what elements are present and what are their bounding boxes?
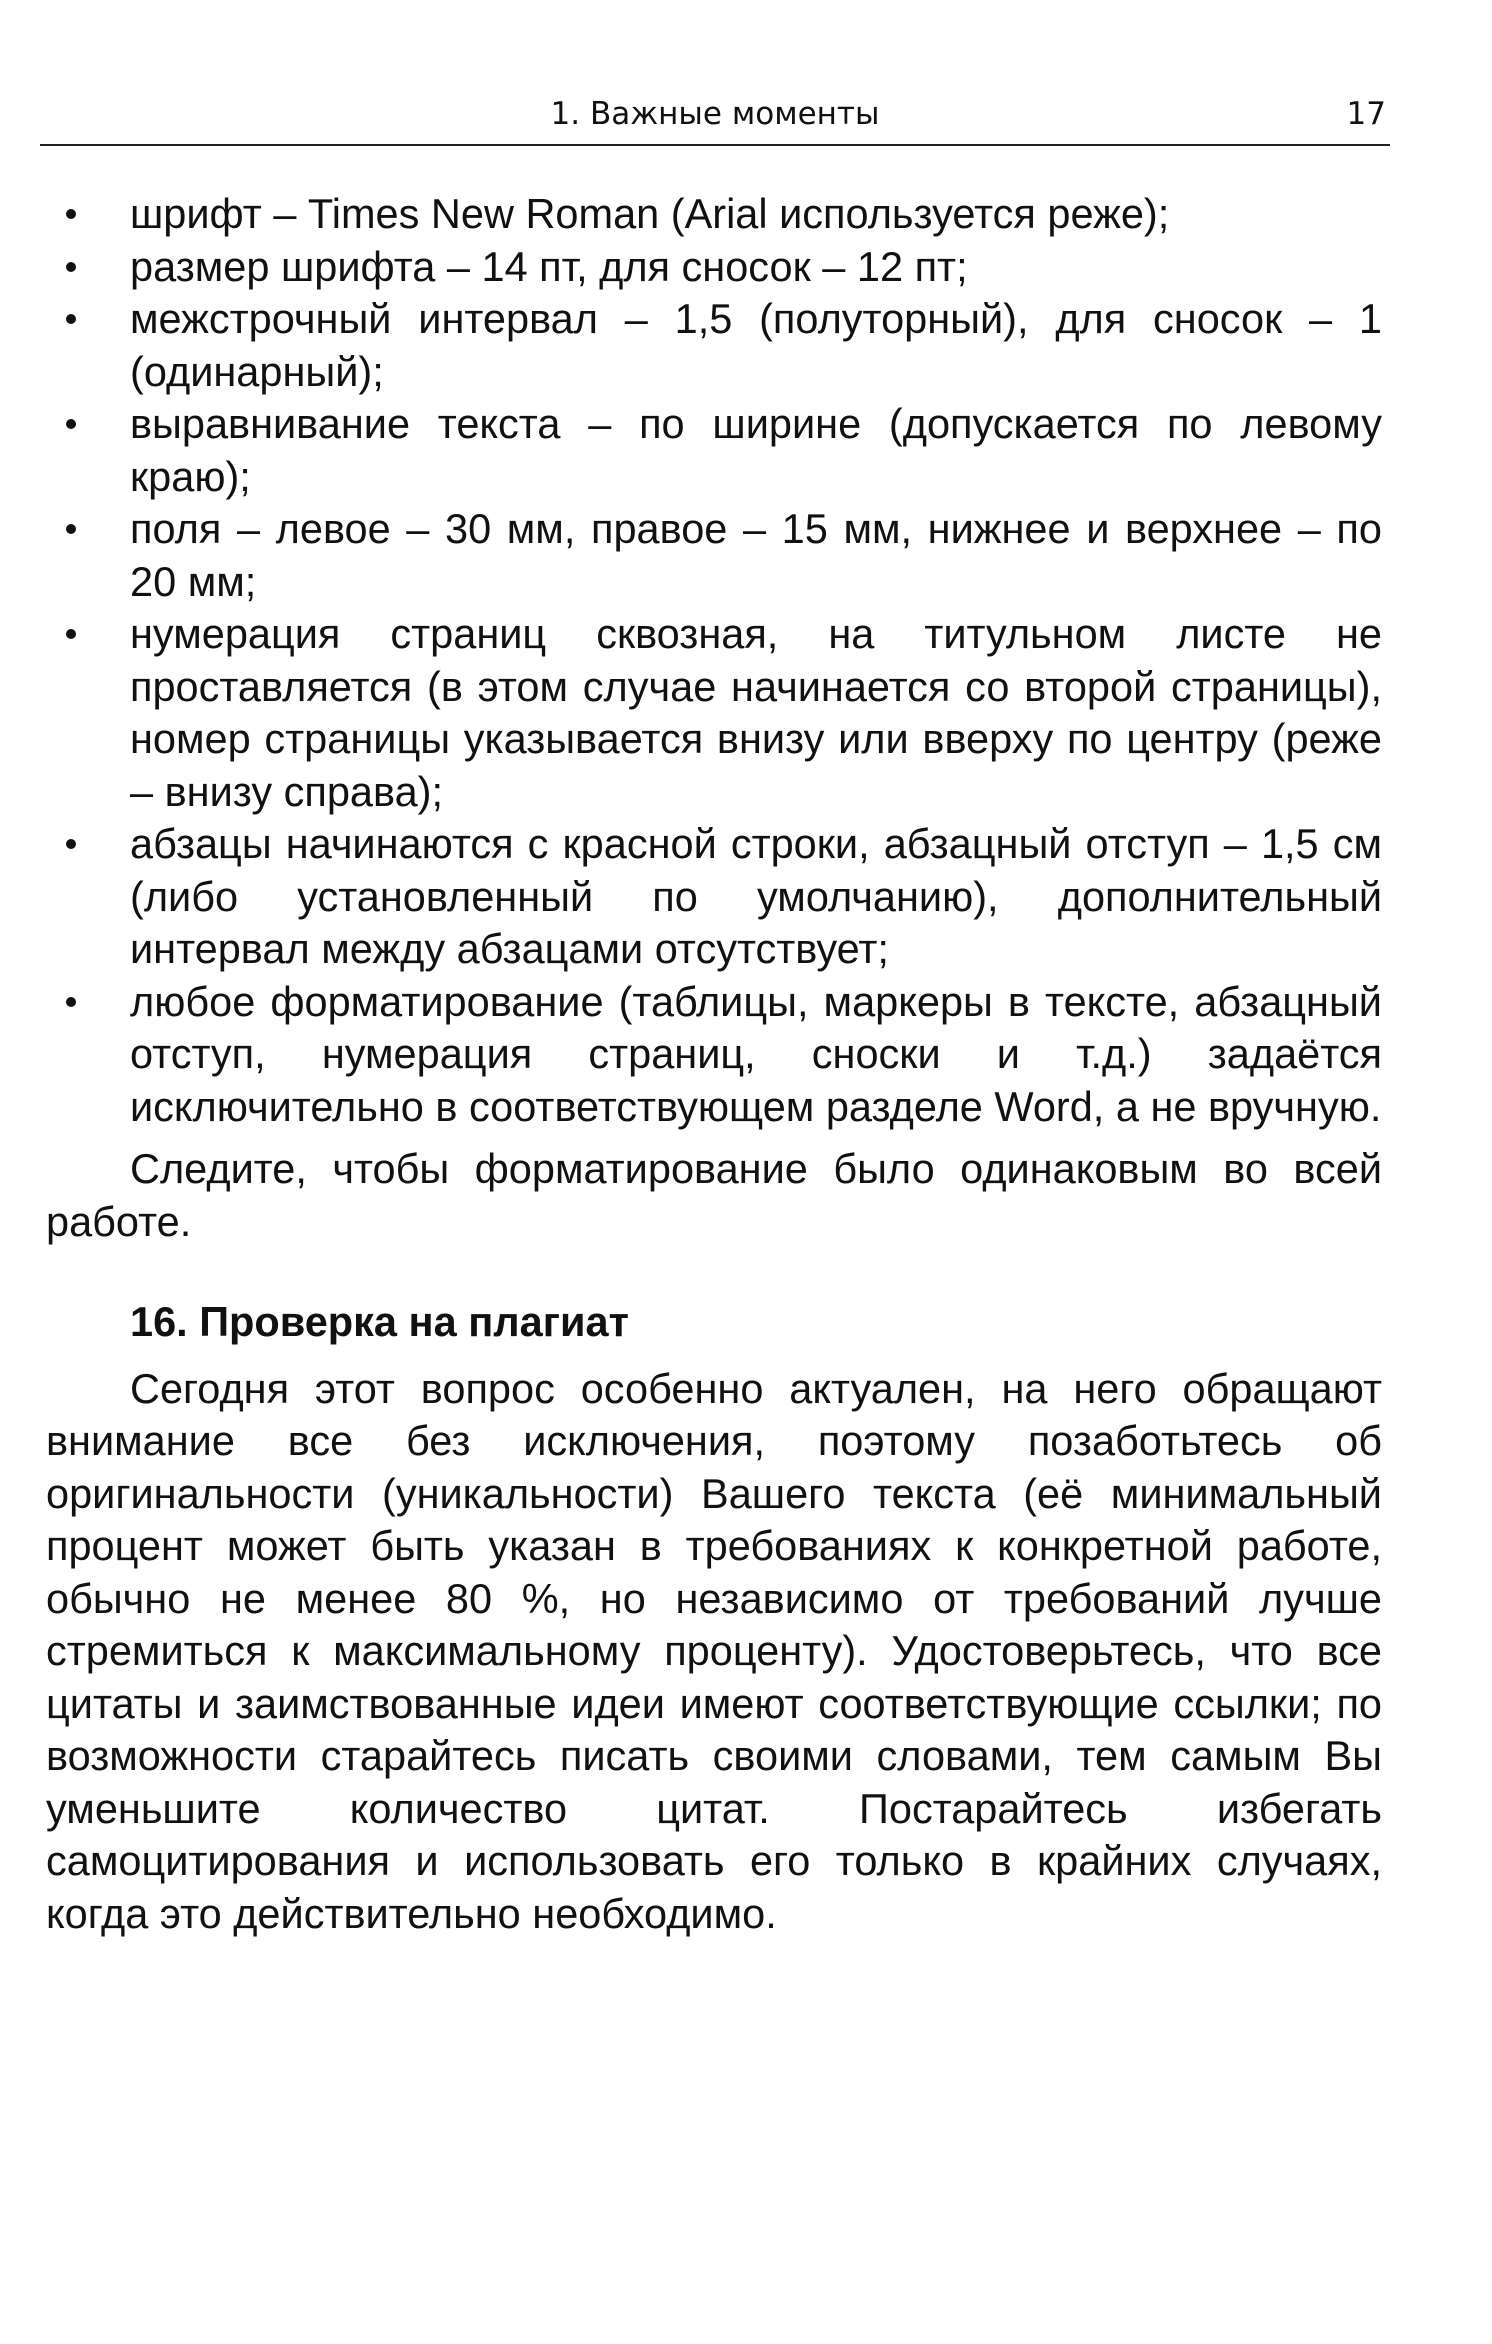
page-number: 17 [1346, 96, 1386, 132]
list-item-text: выравнивание текста – по ширине (допускается по левому краю); [130, 400, 1382, 500]
formatting-requirements-list [46, 188, 1382, 1133]
running-title: 1. Важные моменты [550, 96, 880, 132]
section-heading: 16. Проверка на плагиат [130, 1298, 629, 1345]
list-item-text: любое форматирование (таблицы, маркеры в тексте, абзацный отступ, нумерация страниц, сноски и т.д.) задаётся исключительно в соответствующем разделе Word, а не вручную. [130, 977, 1382, 1130]
closing-paragraph: Следите, чтобы форматирование было одинаковым во всей работе. [46, 1145, 1382, 1245]
bullet-icon [66, 524, 76, 534]
bullet-icon [66, 262, 76, 272]
list-item-text: поля – левое – 30 мм, правое – 15 мм, нижнее и верхнее – по 20 мм; [130, 505, 1382, 605]
list-item-text: межстрочный интервал – 1,5 (полуторный), для сносок – 1 (одинарный); [130, 295, 1382, 395]
bullet-icon [66, 314, 76, 324]
list-item [46, 241, 1382, 294]
list-item [46, 188, 1382, 241]
list-item [46, 976, 1382, 1134]
bullet-icon [66, 839, 76, 849]
running-header [40, 92, 1390, 146]
bullet-icon [66, 209, 76, 219]
list-item [46, 608, 1382, 818]
list-item-text: размер шрифта – 14 пт, для сносок – 12 пт; [130, 242, 968, 290]
list-item-text: нумерация страниц сквозная, на титульном листе не проставляется (в этом случае начинается со второй страницы), номер страницы указывается внизу или вверху по центру (реже – внизу справа); [130, 610, 1382, 815]
list-item [46, 503, 1382, 608]
list-item-text: шрифт – Times New Roman (Arial используется реже); [130, 190, 1170, 237]
spacer [46, 1133, 1382, 1143]
list-item [46, 818, 1382, 976]
bullet-icon [66, 629, 76, 639]
bullet-icon [66, 419, 76, 429]
page-body [46, 188, 1382, 1940]
list-item [46, 398, 1382, 503]
section-paragraph: Сегодня этот вопрос особенно актуален, на него обращают внимание все без исключения, поэтому позаботьтесь об оригинальности (уникальности) Вашего текста (её минимальный процент может быть указан в требованиях к конкретной работе, обычно не менее 80 %, но независимо от требований лучше стремиться к максимальному проценту). Удостоверьтесь, что все цитаты и заимствованные идеи имеют соответствующие ссылки; по возможности старайтесь писать своими словами, тем самым Вы уменьшите количество цитат. Постарайтесь избегать самоцитирования и использовать его только в крайних случаях, когда это действительно необходимо. [46, 1364, 1382, 1937]
bullet-icon [66, 997, 76, 1007]
list-item-text: абзацы начинаются с красной строки, абзацный отступ – 1,5 см (либо установленный по умолчанию), дополнительный интервал между абзацами отсутствует; [130, 820, 1382, 972]
list-item [46, 293, 1382, 398]
